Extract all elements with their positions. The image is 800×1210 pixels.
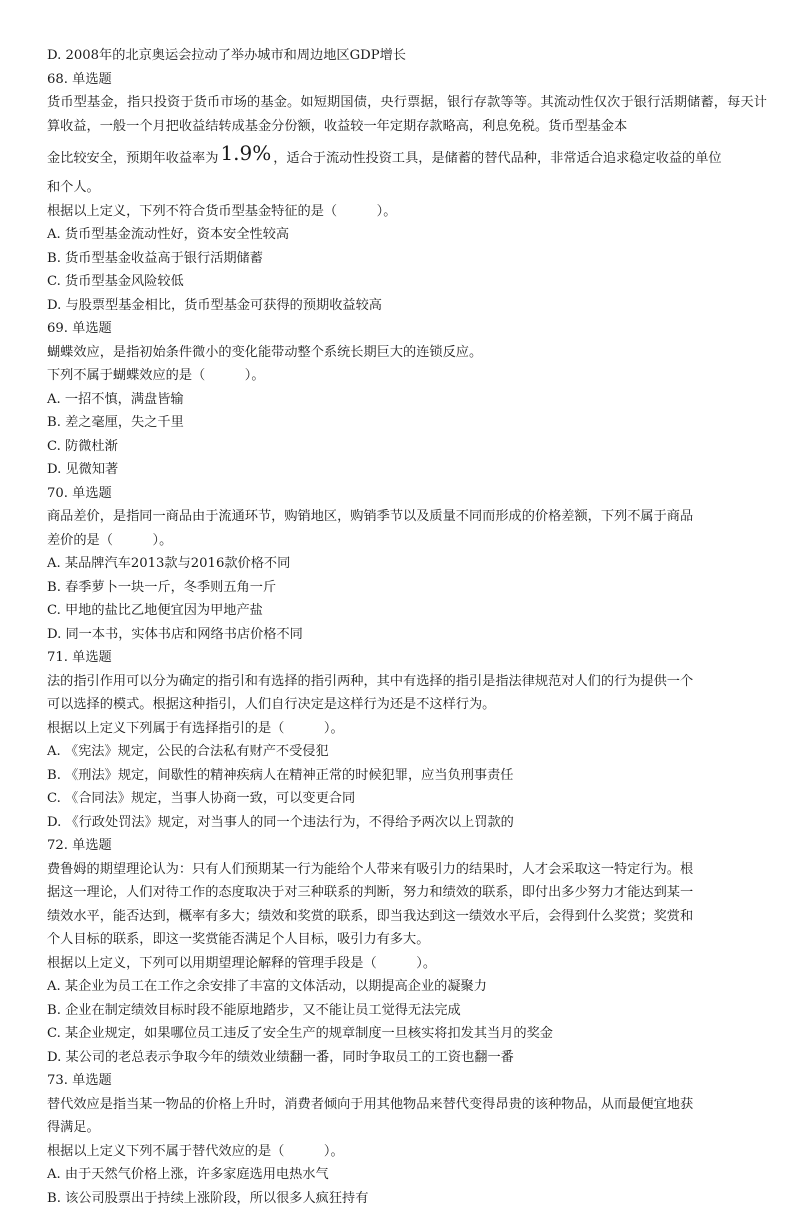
option-b: B. 该公司股票出于持续上涨阶段，所以很多人疯狂持有 [47, 1187, 767, 1210]
question-prompt: 根据以上定义，下列可以用期望理论解释的管理手段是（ ）。 [47, 952, 767, 976]
question-stem-line: 个人目标的联系，即这一奖赏能否满足个人目标，吸引力有多大。 [47, 928, 767, 952]
question-header: 70. 单选题 [47, 482, 767, 506]
option-a: A. 《宪法》规定，公民的合法私有财产不受侵犯 [47, 740, 767, 764]
option-c: C. 货币型基金风险较低 [47, 270, 767, 294]
option-c: C. 《合同法》规定，当事人协商一致，可以变更合同 [47, 787, 767, 811]
question-stem-line: 据这一理论，人们对待工作的态度取决于对三种联系的判断，努力和绩效的联系，即付出多少努力才能达到某一 [47, 881, 767, 905]
question-header: 69. 单选题 [47, 317, 767, 341]
question-header: 73. 单选题 [47, 1069, 767, 1093]
question-prompt: 根据以上定义，下列不符合货币型基金特征的是（ ）。 [47, 200, 767, 224]
question-stem: 货币型基金，指只投资于货币市场的基金。如短期国债，央行票据，银行存款等等。其流动性仅次于银行活期储蓄，每天计算收益，一般一个月把收益结转成基金分份额，收益较一年定期存款略高，利息免税。货币型基金本 [47, 91, 767, 138]
question-stem-line: 商品差价，是指同一商品由于流通环节，购销地区，购销季节以及质量不同而形成的价格差额，下列不属于商品 [47, 505, 767, 529]
option-b: B. 企业在制定绩效目标时段不能原地踏步，又不能让员工觉得无法完成 [47, 999, 767, 1023]
option-a: A. 由于天然气价格上涨，许多家庭选用电热水气 [47, 1163, 767, 1187]
question-stem-line: 法的指引作用可以分为确定的指引和有选择的指引两种，其中有选择的指引是指法律规范对人们的行为提供一个 [47, 670, 767, 694]
yield-rate: 1.9% [218, 141, 273, 165]
option-d: D. 《行政处罚法》规定，对当事人的同一个违法行为，不得给予两次以上罚款的 [47, 811, 767, 835]
question-stem-line: 绩效水平，能否达到，概率有多大；绩效和奖赏的联系，即当我达到这一绩效水平后，会得到什么奖赏；奖赏和 [47, 905, 767, 929]
option-c: C. 防微杜渐 [47, 435, 767, 459]
stem-text: 金比较安全，预期年收益率为 [47, 151, 218, 166]
question-stem-line: 得满足。 [47, 1116, 767, 1140]
option-a: A. 货币型基金流动性好，资本安全性较高 [47, 223, 767, 247]
document-page [47, 44, 767, 1210]
question-header: 72. 单选题 [47, 834, 767, 858]
question-prompt: 根据以上定义下列属于有选择指引的是（ ）。 [47, 717, 767, 741]
option-c: C. 某企业规定，如果哪位员工违反了安全生产的规章制度一旦核实将扣发其当月的奖金 [47, 1022, 767, 1046]
question-prompt: 根据以上定义下列不属于替代效应的是（ ）。 [47, 1140, 767, 1164]
stem-text: ，适合于流动性投资工具，是储蓄的替代品种，非常适合追求稳定收益的单位 [273, 151, 721, 166]
option-b: B. 春季萝卜一块一斤，冬季则五角一斤 [47, 576, 767, 600]
question-header: 71. 单选题 [47, 646, 767, 670]
option-a: A. 一招不慎，满盘皆输 [47, 388, 767, 412]
question-stem-line: 费鲁姆的期望理论认为：只有人们预期某一行为能给个人带来有吸引力的结果时，人才会采取这一特定行为。根 [47, 858, 767, 882]
option-b: B. 货币型基金收益高于银行活期储蓄 [47, 247, 767, 271]
option-d: D. 同一本书，实体书店和网络书店价格不同 [47, 623, 767, 647]
option-c: C. 甲地的盐比乙地便宜因为甲地产盐 [47, 599, 767, 623]
option-d: D. 与股票型基金相比，货币型基金可获得的预期收益较高 [47, 294, 767, 318]
option-text: D. 2008年的北京奥运会拉动了举办城市和周边地区GDP增长 [47, 44, 767, 68]
option-b: B. 《刑法》规定，间歇性的精神疾病人在精神正常的时候犯罪，应当负刑事责任 [47, 764, 767, 788]
question-stem-line: 替代效应是指当某一物品的价格上升时，消费者倾向于用其他物品来替代变得昂贵的该种物品，从而最便宜地获 [47, 1093, 767, 1117]
option-d: D. 某公司的老总表示争取今年的绩效业绩翻一番，同时争取员工的工资也翻一番 [47, 1046, 767, 1070]
question-stem-line: 差价的是（ ）。 [47, 529, 767, 553]
question-stem: 蝴蝶效应，是指初始条件微小的变化能带动整个系统长期巨大的连锁反应。 [47, 341, 767, 365]
question-prompt: 下列不属于蝴蝶效应的是（ ）。 [47, 364, 767, 388]
option-a: A. 某品牌汽车2013款与2016款价格不同 [47, 552, 767, 576]
question-stem-line [47, 138, 767, 176]
question-stem-line: 和个人。 [47, 176, 767, 200]
option-b: B. 差之毫厘，失之千里 [47, 411, 767, 435]
option-d: D. 见微知著 [47, 458, 767, 482]
question-header: 68. 单选题 [47, 68, 767, 92]
option-a: A. 某企业为员工在工作之余安排了丰富的文体活动，以期提高企业的凝聚力 [47, 975, 767, 999]
question-stem-line: 可以选择的模式。根据这种指引，人们自行决定是这样行为还是不这样行为。 [47, 693, 767, 717]
